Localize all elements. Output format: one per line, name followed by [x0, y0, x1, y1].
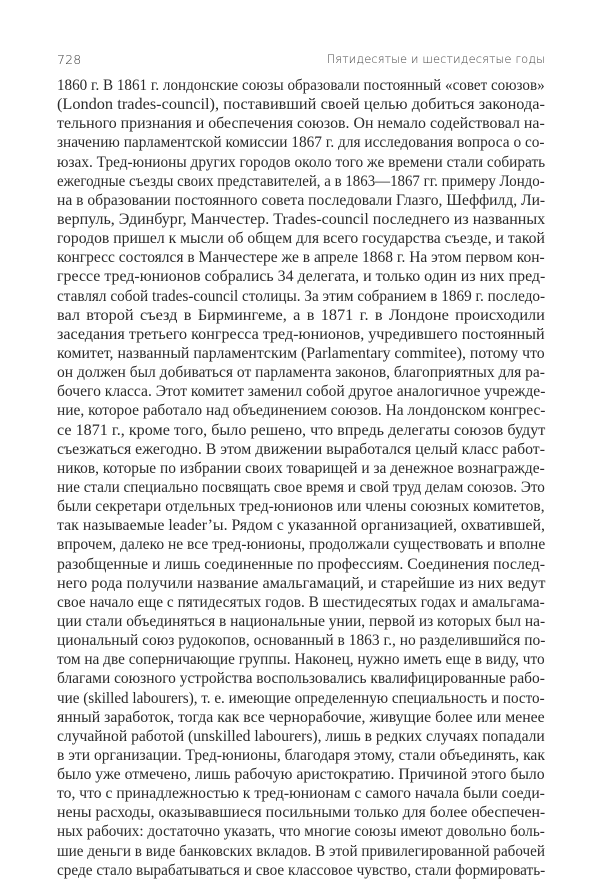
text-line: том на две соперничающие группы. Наконец, нужно иметь еще в виду, что — [57, 649, 545, 669]
text-line: ников, которые по избрании своих товарищей и за денежное вознагражде- — [57, 457, 545, 477]
section-title: Пятидесятые и шестидесятые годы — [326, 52, 545, 66]
text-line: свое начало еще с пятидесятых годов. В шестидесятых годах и амальгама- — [57, 591, 545, 611]
text-line: значению парламентской комиссии 1867 г. для исследования вопроса о со- — [57, 132, 545, 152]
text-line: чие (skilled labourers), т. е. имеющие определенную специальность и посто- — [57, 687, 545, 707]
text-line: ние стали специально посвящать свое время и свой труд делам союзов. Это — [57, 476, 545, 496]
text-line: так называемые leader’ы. Рядом с указанной организацией, охватившей, — [57, 515, 545, 535]
text-line: вал второй съезд в Бирмингеме, а в 1871 г. в Лондоне происходили — [57, 304, 545, 324]
running-head — [57, 52, 545, 70]
text-line: съезжаться ежегодно. В этом движении выработался целый класс работ- — [57, 438, 545, 458]
text-line: впрочем, далеко не все тред-юнионы, продолжали существовать и вполне — [57, 534, 546, 554]
text-line: среде стало вырабатываться и свое классовое чувство, стали формировать- — [57, 859, 546, 879]
text-line: юзах. Тред-юнионы других городов около того же времени стали собирать — [57, 151, 546, 171]
text-line: разобщенные и лишь соединенные по профессиям. Соединения послед- — [57, 553, 546, 573]
text-line: нены расходы, оказывавшиеся посильными только для более обеспечен- — [57, 802, 546, 822]
text-line: (London trades-council), поставивший своей целью добиться законода- — [57, 94, 545, 114]
text-line: ции стали объединяться в национальные унии, первой из которых был на- — [57, 610, 546, 630]
text-line: ние, которое работало над объединением союзов. На лондонском конгрес- — [57, 400, 546, 420]
text-line: янный заработок, тогда как все чернорабочие, живущие более или менее — [57, 706, 545, 726]
text-line: бочего класса. Этот комитет заменил собой другое аналогичное учрежде- — [57, 381, 546, 401]
text-line: комитет, названный парламентским (Parlamentary commitee), потому что — [57, 342, 545, 362]
text-line: то, что с принадлежностью к тред-юнионам с самого начала были соеди- — [57, 783, 545, 803]
text-line: в эти организации. Тред-юнионы, благодаря этому, стали объединять, как — [57, 744, 545, 764]
text-line: ежегодные съезды своих представителей, а в 1863—1867 гг. примеру Лондо- — [57, 170, 545, 190]
text-line: 1860 г. В 1861 г. лондонские союзы образовали постоянный «совет союзов» — [57, 75, 545, 94]
text-line: циональный союз рудокопов, основанный в 1863 г., но разделившийся по- — [57, 630, 546, 650]
text-line: него рода получили название амальгамаций, и старейшие из них ведут — [57, 572, 546, 592]
text-line: благами союзного устройства воспользовались квалифицированные рабо- — [57, 668, 545, 688]
text-line: ставлял собой trades-council столицы. За этим собранием в 1869 г. последо- — [57, 285, 546, 305]
text-line: случайной работой (unskilled labourers), лишь в редких случаях попадали — [57, 725, 545, 745]
text-line: заседания третьего конгресса тред-юнионов, учредившего постоянный — [57, 323, 545, 343]
text-line: тельного признания и обеспечения союзов. Он немало содействовал на- — [57, 113, 545, 133]
text-line: конгресс состоялся в Манчестере же в апреле 1868 г. На этом первом кон- — [57, 247, 545, 267]
text-line: он должен был добиваться от парламента законов, благоприятных для ра- — [57, 362, 545, 382]
text-line: се 1871 г., кроме того, было решено, что впредь делегаты союзов будут — [57, 419, 546, 439]
text-line: верпуль, Эдинбург, Манчестер. Trades-council последнего из названных — [57, 208, 546, 228]
page-number: 728 — [57, 52, 82, 67]
text-line: шие деньги в виде банковских вкладов. В этой привилегированной рабочей — [57, 840, 545, 860]
body-text — [57, 75, 545, 879]
text-line: городов пришел к мысли об общем для всего государства съезде, и такой — [57, 228, 545, 248]
text-line: были секретари отдельных тред-юнионов или члены союзных комитетов, — [57, 496, 545, 516]
text-line: ных рабочих: достаточно указать, что многие союзы имеют довольно боль- — [57, 821, 545, 841]
text-line: на в образовании постоянного совета последовали Глазго, Шеффилд, Ли- — [57, 189, 546, 209]
text-line: было уже отмечено, лишь рабочую аристократию. Причиной этого было — [57, 764, 545, 784]
text-line: грессе тред-юнионов собрались 34 делегата, и только один из них пред- — [57, 266, 546, 286]
